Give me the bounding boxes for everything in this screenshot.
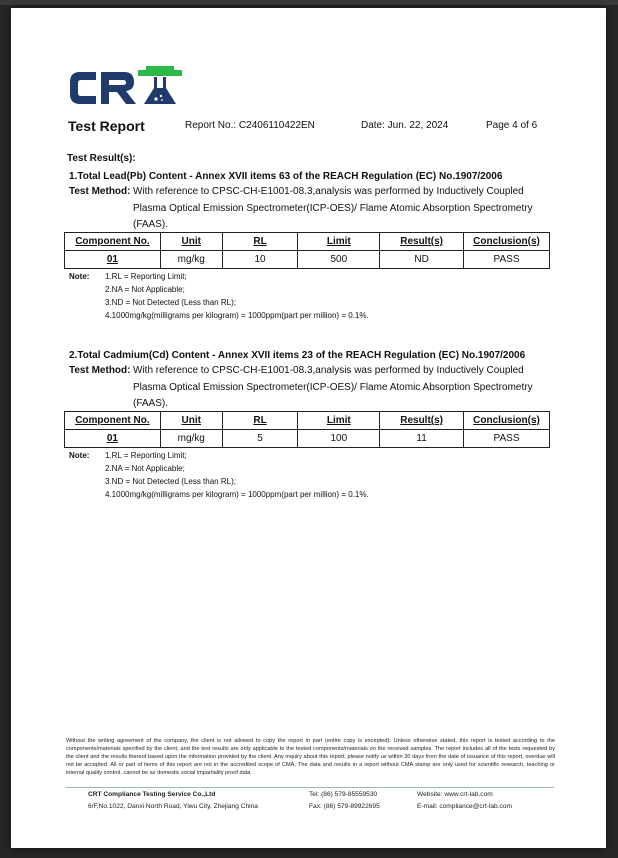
table-row [65, 430, 550, 448]
section-2-notes [69, 449, 369, 501]
footer-phone-block [309, 789, 380, 813]
test-results-label: Test Result(s): [67, 153, 136, 164]
company-email[interactable]: E-mail: compliance@crt-lab.com [417, 803, 513, 810]
table-header-row [65, 412, 550, 430]
cell-unit: mg/kg [160, 430, 222, 448]
col-results: Result(s) [380, 233, 464, 251]
footer-contact-block [417, 789, 512, 813]
company-address: 6/F,No.1022, Danxi North Road, Yiwu City, Zhejiang China [88, 803, 258, 810]
cell-limit: 500 [298, 251, 380, 269]
company-tel: Tel: (86) 579-85559530 [309, 791, 378, 798]
note-item: 3.ND = Not Detected (Less than RL); [105, 298, 236, 307]
col-conclusions: Conclusion(s) [464, 412, 550, 430]
cell-component-no: 01 [65, 251, 161, 269]
note-item: 1.RL = Reporting Limit; [105, 451, 187, 460]
test-method-label: Test Method: [69, 186, 131, 197]
cell-unit: mg/kg [160, 251, 222, 269]
footer-divider [66, 787, 554, 788]
company-website[interactable]: Website: www.crt-lab.com [417, 791, 493, 798]
col-limit: Limit [298, 412, 380, 430]
section-2-title: 2.Total Cadmium(Cd) Content - Annex XVII items 23 of the REACH Regulation (EC) No.1907/2006 [69, 350, 526, 361]
note-label: Note: [69, 272, 90, 281]
test-method-text: With reference to CPSC-CH-E1001-08.3,analysis was performed by Inductively Coupled Plasma Optical Emission Spectrometer(ICP-OES)/ Flame Atomic Absorption Spectrometry (FAAS). [133, 186, 533, 230]
footer-company-block [88, 789, 258, 813]
cell-rl: 5 [222, 430, 298, 448]
report-date: Date: Jun. 22, 2024 [361, 120, 449, 131]
test-method-label: Test Method: [69, 365, 131, 376]
table-header-row [65, 233, 550, 251]
note-item: 3.ND = Not Detected (Less than RL); [105, 477, 236, 486]
test-method-text: With reference to CPSC-CH-E1001-08.3,analysis was performed by Inductively Coupled Plasma Optical Emission Spectrometer(ICP-OES)/ Flame Atomic Absorption Spectrometry (FAAS). [133, 365, 533, 409]
section-1-notes [69, 270, 369, 322]
note-item: 4.1000mg/kg(milligrams per kilogram) = 1000ppm(part per million) = 0.1%. [105, 490, 369, 499]
cell-limit: 100 [298, 430, 380, 448]
page-number: Page 4 of 6 [486, 120, 538, 131]
note-item: 2.NA = Not Applicable; [105, 464, 185, 473]
company-name: CRT Compliance Testing Service Co.,Ltd [88, 791, 216, 798]
col-component-no: Component No. [65, 412, 161, 430]
section-1-method [69, 184, 549, 234]
cell-conclusion: PASS [464, 430, 550, 448]
document-page [11, 8, 606, 848]
legal-disclaimer: Without the writing agreement of the company, the client is not allowed to copy the report in part (entire copy is excepted). Unless otherwise stated, this report is tested according to the components/materials specified by the client, and the test results are only applicable to the tested components/materials on the received samples. The report includes all of the tests requested by the client and the results thereof based upon the information provided by the client. Any inquiry about this report, please notify us within 30 days from the date of issuance of this report, overdue will not be accepted. All or part of items of this report are not in the accredited scope of CMA, The data and results in a report without CMA stamp are only used for scientific research, teaching or internal quality control, cannot be as domestic social impartiality proof data. [66, 738, 555, 776]
col-conclusions: Conclusion(s) [464, 233, 550, 251]
col-rl: RL [222, 233, 298, 251]
col-limit: Limit [298, 233, 380, 251]
cell-result: 11 [380, 430, 464, 448]
company-fax: Fax: (86) 579-89922695 [309, 803, 380, 810]
viewer-top-bar [0, 0, 618, 5]
table-row [65, 251, 550, 269]
crt-logo-icon [66, 64, 186, 112]
cell-component-no: 01 [65, 430, 161, 448]
report-number: Report No.: C2406110422EN [185, 120, 315, 131]
note-label: Note: [69, 451, 90, 460]
note-item: 4.1000mg/kg(milligrams per kilogram) = 1000ppm(part per million) = 0.1%. [105, 311, 369, 320]
col-component-no: Component No. [65, 233, 161, 251]
section-1-results-table [64, 232, 550, 269]
col-unit: Unit [160, 233, 222, 251]
col-rl: RL [222, 412, 298, 430]
cell-result: ND [380, 251, 464, 269]
note-item: 2.NA = Not Applicable; [105, 285, 185, 294]
section-2-method [69, 363, 549, 413]
cell-conclusion: PASS [464, 251, 550, 269]
report-title: Test Report [68, 118, 145, 134]
section-2-results-table [64, 411, 550, 448]
col-results: Result(s) [380, 412, 464, 430]
note-item: 1.RL = Reporting Limit; [105, 272, 187, 281]
section-1-title: 1.Total Lead(Pb) Content - Annex XVII items 63 of the REACH Regulation (EC) No.1907/2006 [69, 171, 503, 182]
cell-rl: 10 [222, 251, 298, 269]
col-unit: Unit [160, 412, 222, 430]
